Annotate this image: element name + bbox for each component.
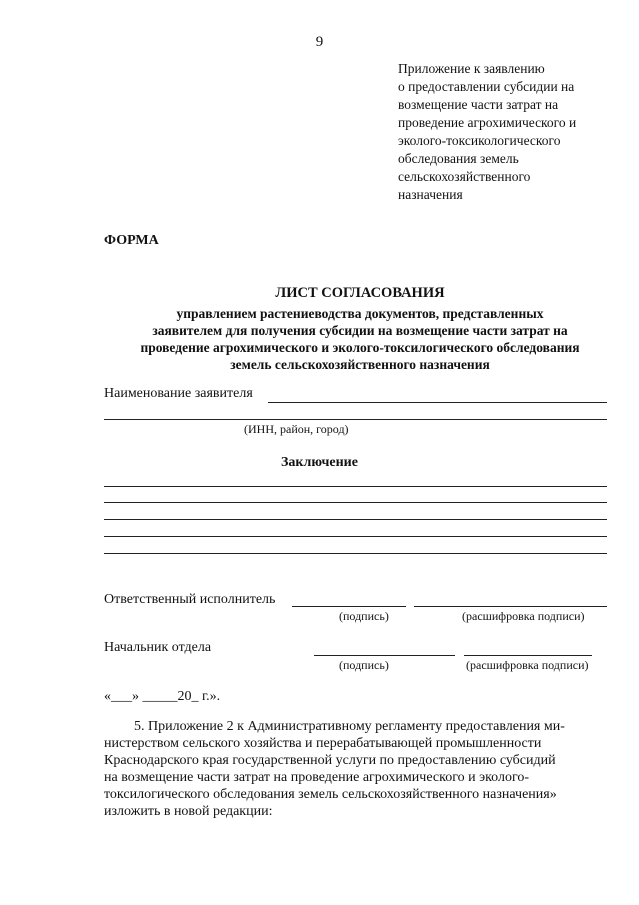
subtitle-line: заявителем для получения субсидии на возмещение части затрат на	[152, 323, 568, 338]
signature-decode-line	[414, 606, 607, 607]
signature-line	[292, 606, 406, 607]
paragraph-line: изложить в новой редакции:	[104, 804, 273, 819]
applicant-name-line-2	[104, 419, 607, 420]
head-of-department-label: Начальник отдела	[104, 640, 212, 655]
document-subtitle	[100, 305, 620, 373]
paragraph-line: нистерством сельского хозяйства и перерабатывающей промышленности	[104, 736, 542, 751]
paragraph-5	[104, 718, 609, 820]
subtitle-line: земель сельскохозяйственного назначения	[230, 357, 490, 372]
conclusion-line	[104, 502, 607, 503]
conclusion-line	[104, 519, 607, 520]
subtitle-line: проведение агрохимического и эколого-токсилогического обследования	[140, 340, 580, 355]
signature-decode-line	[464, 655, 592, 656]
conclusion-line	[104, 486, 607, 487]
page-number: 9	[315, 34, 324, 50]
date-line: «___» _____20_ г.».	[104, 689, 221, 704]
appendix-line: Приложение к заявлению	[398, 61, 545, 76]
document-title: ЛИСТ СОГЛАСОВАНИЯ	[275, 285, 445, 301]
paragraph-line: токсилогического обследования земель сельскохозяйственного назначения»	[104, 787, 557, 802]
signature-line	[314, 655, 455, 656]
responsible-executor-label: Ответственный исполнитель	[104, 592, 276, 607]
appendix-line: назначения	[398, 187, 463, 202]
appendix-line: возмещение части затрат на	[398, 97, 559, 112]
form-label: ФОРМА	[104, 233, 159, 248]
conclusion-line	[104, 536, 607, 537]
appendix-note	[398, 60, 576, 204]
applicant-name-line	[268, 402, 607, 403]
appendix-line: эколого-токсикологического	[398, 133, 561, 148]
paragraph-line: 5. Приложение 2 к Административному регламенту предоставления ми-	[134, 719, 565, 734]
appendix-line: о предоставлении субсидии на	[398, 79, 575, 94]
signature-decode-caption: (расшифровка подписи)	[466, 658, 589, 672]
applicant-label: Наименование заявителя	[104, 386, 253, 401]
appendix-line: обследования земель	[398, 151, 519, 166]
signature-caption: (подпись)	[339, 658, 389, 672]
inn-caption: (ИНН, район, город)	[244, 422, 349, 436]
paragraph-line: Краснодарского края государственной услуги по предоставлению субсидий	[104, 753, 556, 768]
signature-decode-caption: (расшифровка подписи)	[462, 609, 585, 623]
appendix-line: сельскохозяйственного	[398, 169, 531, 184]
paragraph-line: на возмещение части затрат на проведение агрохимического и эколого-	[104, 770, 530, 785]
conclusion-line	[104, 553, 607, 554]
appendix-line: проведение агрохимического и	[398, 115, 577, 130]
signature-caption: (подпись)	[339, 609, 389, 623]
subtitle-line: управлением растениеводства документов, представленных	[176, 306, 544, 321]
conclusion-heading: Заключение	[281, 455, 358, 470]
